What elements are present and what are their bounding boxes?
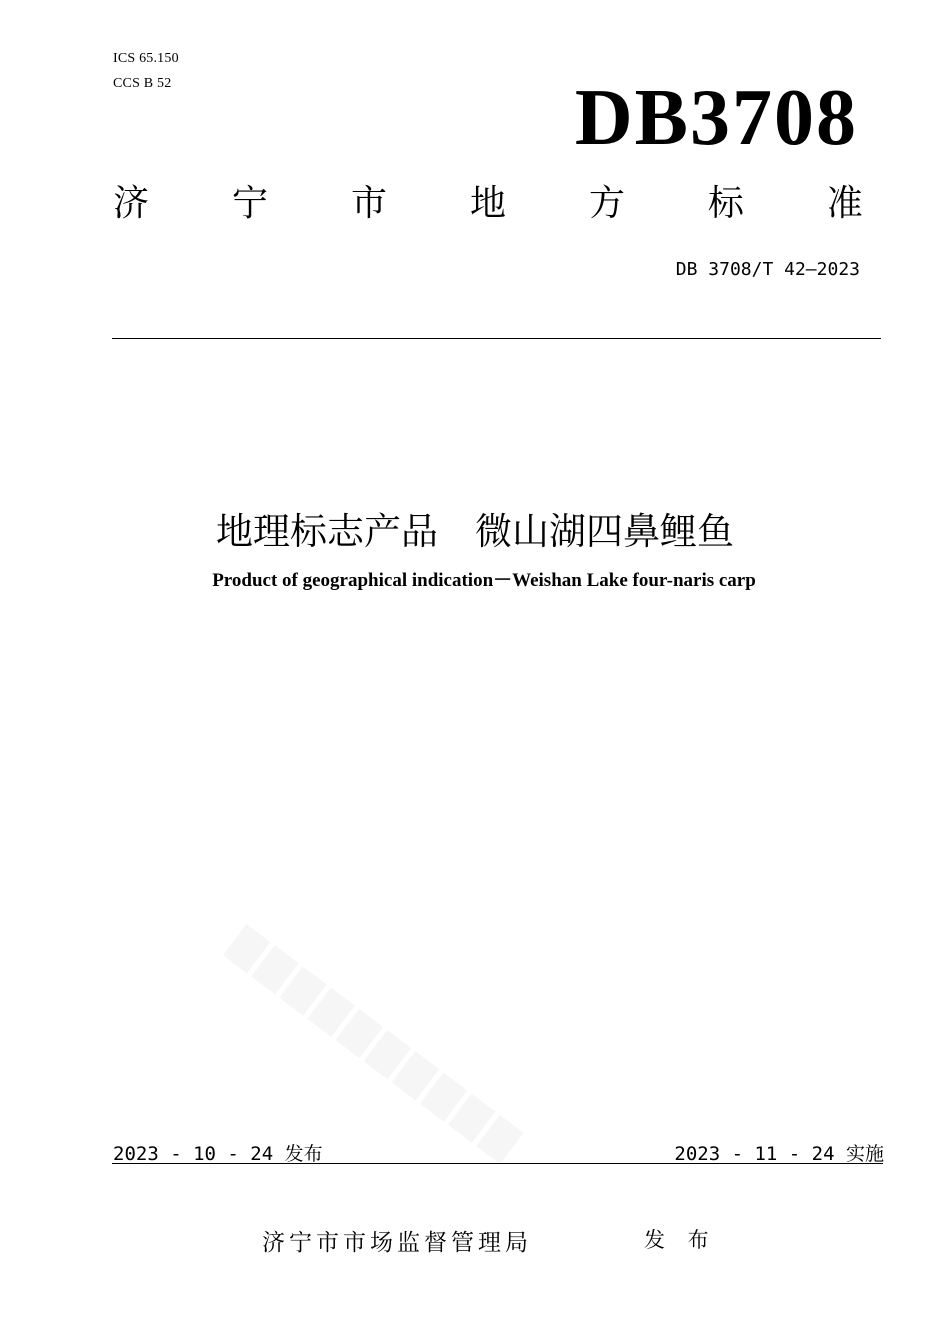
standard-type-char: 宁 (231, 183, 268, 224)
standard-type-char: 方 (588, 183, 625, 224)
standard-type-heading (113, 183, 863, 224)
issue-date: 2023 - 10 - 24 发布 (113, 1143, 323, 1165)
document-title-chinese: 地理标志产品 微山湖四鼻鲤鱼 (216, 510, 734, 553)
ccs-code: CCS B 52 (113, 76, 172, 91)
publish-label: 发 布 (644, 1228, 717, 1252)
db-code-logo: DB3708 (574, 74, 858, 162)
top-divider (112, 338, 881, 339)
publisher-name: 济宁市市场监督管理局 (262, 1230, 532, 1256)
ics-code: ICS 65.150 (113, 51, 179, 66)
bottom-divider (112, 1163, 883, 1164)
standard-type-char: 准 (826, 183, 863, 224)
standard-number: DB 3708/T 42—2023 (675, 259, 860, 280)
standard-type-char: 济 (113, 183, 150, 224)
standard-type-char: 地 (469, 183, 506, 224)
document-title-english: Product of geographical indication－Weishan Lake four-naris carp (212, 570, 756, 591)
standard-type-char: 标 (707, 183, 744, 224)
standard-type-char: 市 (350, 183, 387, 224)
implementation-date: 2023 - 11 - 24 实施 (674, 1143, 884, 1165)
